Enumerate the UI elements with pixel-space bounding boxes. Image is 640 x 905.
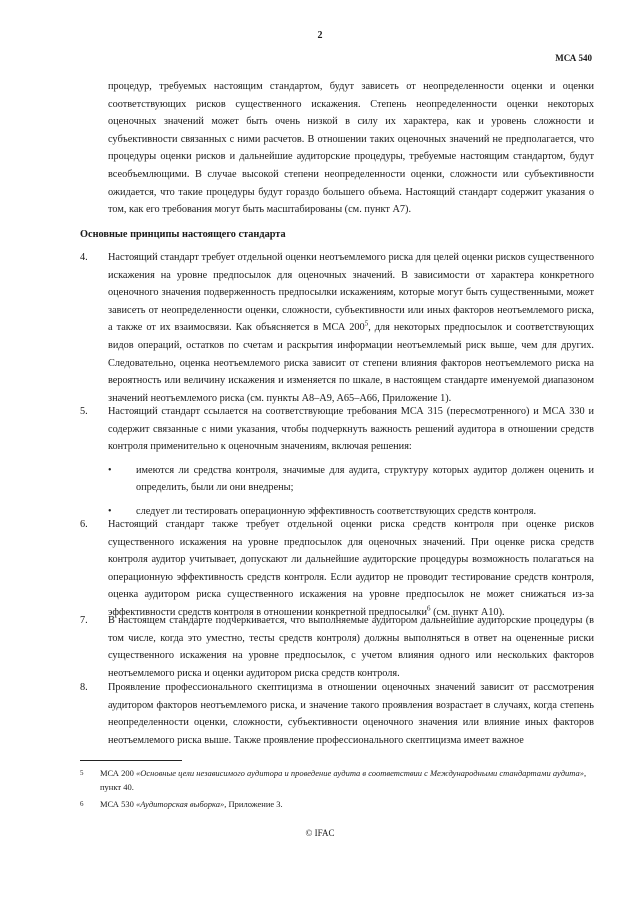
footnote-number: 6 — [80, 800, 84, 808]
document-code: МСА 540 — [555, 53, 592, 63]
paragraph-text — [108, 249, 594, 407]
paragraph-6 — [80, 516, 594, 622]
list-item-text: следует ли тестировать операционную эффективность соответствующих средств контроля. — [136, 505, 537, 517]
footnote-text-part: МСА 200 — [100, 768, 136, 778]
paragraph-7 — [80, 612, 594, 682]
paragraph-text — [108, 516, 594, 622]
paragraph-number: 8. — [80, 682, 88, 693]
bullet-list — [108, 462, 594, 521]
footnote-text — [100, 797, 594, 811]
section-heading: Основные принципы настоящего стандарта — [80, 229, 286, 240]
footnote-text-part: МСА 530 — [100, 799, 136, 809]
paragraph-text-part: (см. пункт A10). — [430, 606, 505, 618]
footnote-title: «Аудиторская выборка» — [135, 799, 225, 809]
paragraph-4 — [80, 249, 594, 407]
footnote-title: «Основные цели независимого аудитора и проведение аудита в соответствии с Международными стандартами аудита» — [135, 768, 585, 778]
footnote-ref: 6 — [427, 604, 431, 613]
page-number: 2 — [317, 30, 323, 41]
paragraph-number: 5. — [80, 406, 88, 417]
paragraph-text — [108, 403, 594, 527]
copyright-footer: © IFAC — [305, 828, 335, 838]
footnote-text-part: , пункт 40. — [100, 768, 587, 792]
bullet-icon: • — [108, 505, 112, 517]
paragraph-text-part: Настоящий стандарт требует отдельной оценки неотъемлемого риска для целей оценки рисков существенного искажения на уровне предпосылок для оценочных значений. В зависимости от характера конкретного оценочного значения подверженность предпосылки искажениям, которые могут быть существенными, может зависеть от неопределенности оценки, сложности, субъективности или иных факторов неотъемлемого риска, а также от их взаимосвязи. Как объясняется в МСА 200 — [108, 252, 594, 334]
paragraph-5 — [80, 403, 594, 527]
paragraph-number: 4. — [80, 252, 88, 263]
paragraph-8 — [80, 679, 594, 749]
intro-paragraph: процедур, требуемых настоящим стандартом, будут зависеть от неопределенности оценки и оценки соответствующих рисков существенного искажения. Степень неопределенности оценки некоторых оценочных значений может быть очень низкой в силу их характера, как и уровень сложности и субъективности связанных с ними расчетов. В отношении таких оценочных значений не предполагается, что процедуры оценки рисков и дальнейшие аудиторские процедуры, требуемые настоящим стандартом, будут всеобъемлющими. В случае высокой степени неопределенности оценки, сложности или субъективности ожидается, что такие процедуры будут гораздо большего объема. Настоящий стандарт содержит указания о том, как его требования могут быть масштабированы (см. пункт A7). — [108, 81, 594, 216]
footnote-number: 5 — [80, 769, 84, 777]
paragraph-text-part: , для некоторых предпосылок и соответствующих видов операций, остатков по счетам и раскрытия информации неотъемлемый риск выше, чем для других. Следовательно, оценка неотъемлемого риска зависит от степени влияния факторов неотъемлемого риска на вероятность или величину искажения и изменяется по шкале, в настоящем стандарте именуемой диапазоном значений неотъемлемого риска (см. пункты A8–A9, A65–A66, Приложение 1). — [108, 322, 594, 404]
footnote — [80, 797, 594, 811]
footnote-divider — [80, 760, 182, 761]
paragraph-text: В настоящем стандарте подчеркивается, что выполняемые аудитором дальнейшие аудиторские процедуры (в том числе, когда это уместно, тесты средств контроля) должны выполняться в ответ на оцененные риски существенного искажения на уровне предпосылок, с учетом влияния одного или нескольких факторов неотъемлемого риска и оценки аудитором риска средств контроля. — [108, 615, 594, 679]
bullet-icon: • — [108, 464, 112, 476]
list-item-text: имеются ли средства контроля, значимые для аудита, структуру которых аудитор должен оценить и определить, были ли они внедрены; — [136, 464, 594, 494]
paragraph-text: Проявление профессионального скептицизма в отношении оценочных значений зависит от рассмотрения аудитором факторов неотъемлемого риска, и значение такого проявления возрастает в случаях, когда степень неопределенности оценки, сложности, субъективности оценочного значения или влияние иных факторов неотъемлемого риска выше. Также проявление профессионального скептицизма имеет важное — [108, 682, 594, 746]
list-item — [108, 462, 594, 497]
footnote-text-part: , Приложение 3. — [224, 799, 283, 809]
paragraph-number: 7. — [80, 615, 88, 626]
paragraph-number: 6. — [80, 519, 88, 530]
footnote-ref: 5 — [364, 319, 369, 328]
paragraph-body: Настоящий стандарт ссылается на соответствующие требования МСА 315 (пересмотренного) и МСА 330 и содержит связанные с ними указания, чтобы подчеркнуть важность решений аудитора в отношении средств контроля применительно к оценочным значениям, включая решения: — [108, 406, 594, 453]
footnote — [80, 766, 594, 794]
footnote-text — [100, 766, 594, 794]
paragraph-text-part: Настоящий стандарт также требует отдельной оценки риска средств контроля при оценке рисков существенного искажения на уровне предпосылок для оценочных значений. При оценке риска средств контроля аудитор учитывает, допускают ли дальнейшие аудиторские процедуры возможность полагаться на операционную эффективность средств контроля. Если аудитор не проводит тестирование средств контроля, оценка аудитором риска существенного искажения на уровне предпосылок не может снижаться из-за эффективности средств контроля в отношении конкретной предпосылки — [108, 519, 594, 618]
